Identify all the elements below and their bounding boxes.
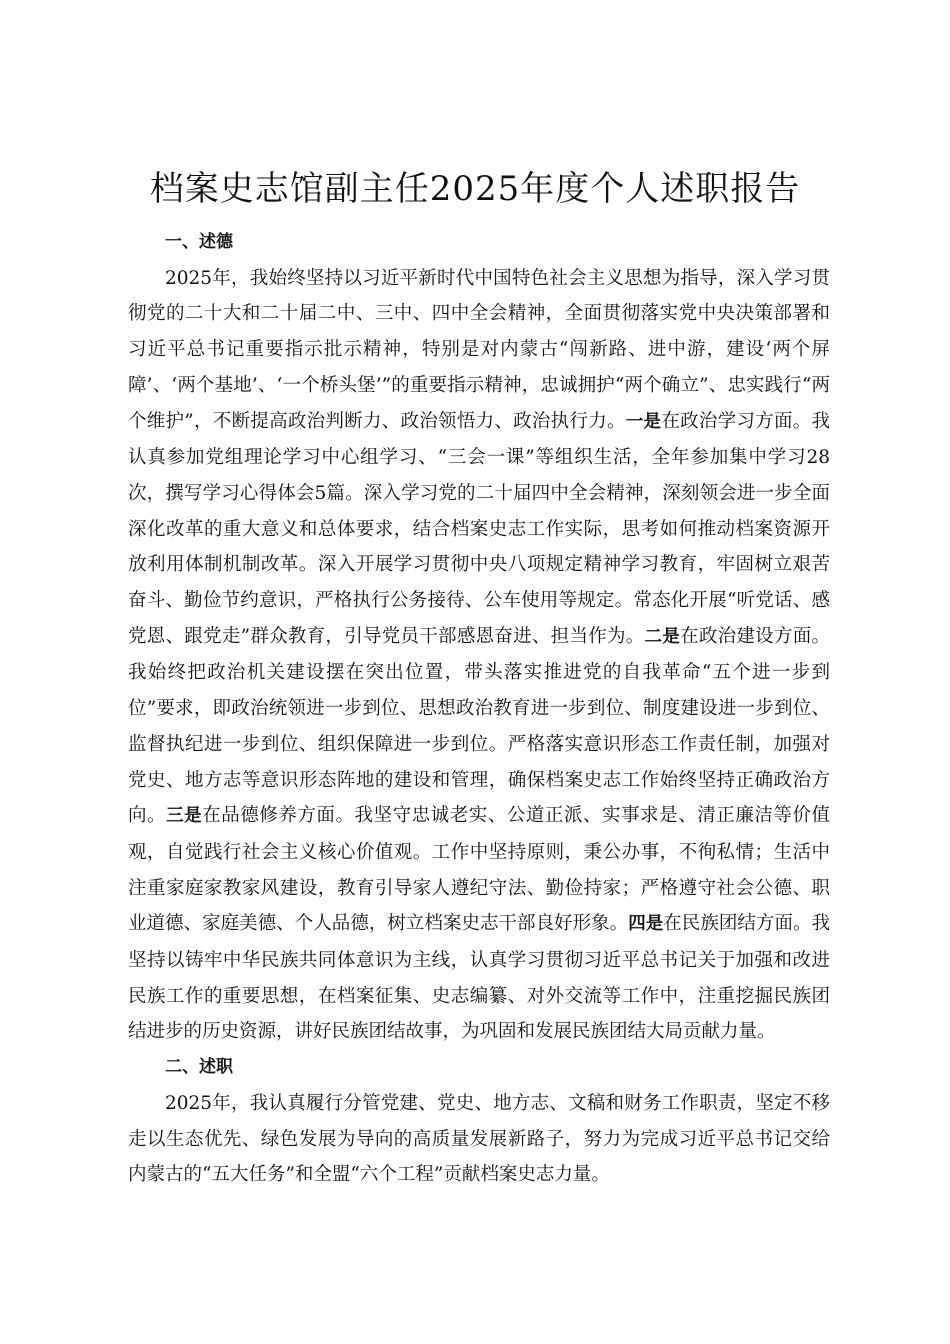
point-marker-1: 一是 [625,411,662,432]
paragraph-text: 在政治建设方面。我始终把政治机关建设摆在突出位置，带头落实推进党的自我革命“五个进一步到位”要求，即政治统领进一步到位、思想政治教育进一步到位、制度建设进一步到位、监督执纪进一步到位、组织保障进一步到位。严格落实意识形态工作责任制，加强对党史、地方志等意识形态阵地的建设和管理，确保档案史志工作始终坚持正确政治方向。 [128,625,830,827]
document-title: 档案史志馆副主任2025年度个人述职报告 [149,169,801,209]
document-body [128,225,830,1193]
paragraph-text: 在民族团结方面。我坚持以铸牢中华民族共同体意识为主线，认真学习贯彻习近平总书记关于加强和改进民族工作的重要思想，在档案征集、史志编纂、对外交流等工作中，注重挖掘民族团结进步的历史资源，讲好民族团结故事，为巩固和发展民族团结大局贡献力量。 [128,913,830,1043]
paragraph-morality [128,261,830,1050]
paragraph-text: 2025年，我始终坚持以习近平新时代中国特色社会主义思想为指导，深入学习贯彻党的二十大和二十届二中、三中、四中全会精神，全面贯彻落实党中央决策部署和习近平总书记重要指示批示精神，特别是对内蒙古“闯新路、进中游，建设‘两个屏障’、‘两个基地’、‘一个桥头堡’”的重要指示精神，忠诚拥护“两个确立”、忠实践行“两个维护”，不断提高政治判断力、政治领悟力、政治执行力。 [128,267,830,432]
point-marker-2: 二是 [644,626,681,647]
section-heading-morality: 一、述德 [165,232,233,252]
paragraph-duties: 2025年，我认真履行分管党建、党史、地方志、文稿和财务工作职责，坚定不移走以生态优先、绿色发展为导向的高质量发展新路子，努力为完成习近平总书记交给内蒙古的“五大任务”和全盟“六个工程”贡献档案史志力量。 [128,1092,830,1186]
section-heading-duties: 二、述职 [165,1057,233,1078]
point-marker-4: 四是 [628,914,664,935]
paragraph-text: 在政治学习方面。我认真参加党组理论学习中心组学习、“三会一课”等组织生活，全年参加集中学习28次，撰写学习心得体会5篇。深入学习党的二十届四中全会精神，深刻领会进一步全面深化改革的重大意义和总体要求，结合档案史志工作实际，思考如何推动档案资源开放利用体制机制改革。深入开展学习贯彻中央八项规定精神学习教育，牢固树立艰苦奋斗、勤俭节约意识，严格执行公务接待、公车使用等规定。常态化开展“听党话、感党恩、跟党走”群众教育，引导党员干部感恩奋进、担当作为。 [128,410,830,647]
point-marker-3: 三是 [166,806,203,827]
paragraph-text: 在品德修养方面。我坚守忠诚老实、公道正派、实事求是、清正廉洁等价值观，自觉践行社会主义核心价值观。工作中坚持原则，秉公办事，不徇私情；生活中注重家庭家教家风建设，教育引导家人遵纪守法、勤俭持家；严格遵守社会公德、职业道德、家庭美德、个人品德，树立档案史志干部良好形象。 [128,805,830,935]
